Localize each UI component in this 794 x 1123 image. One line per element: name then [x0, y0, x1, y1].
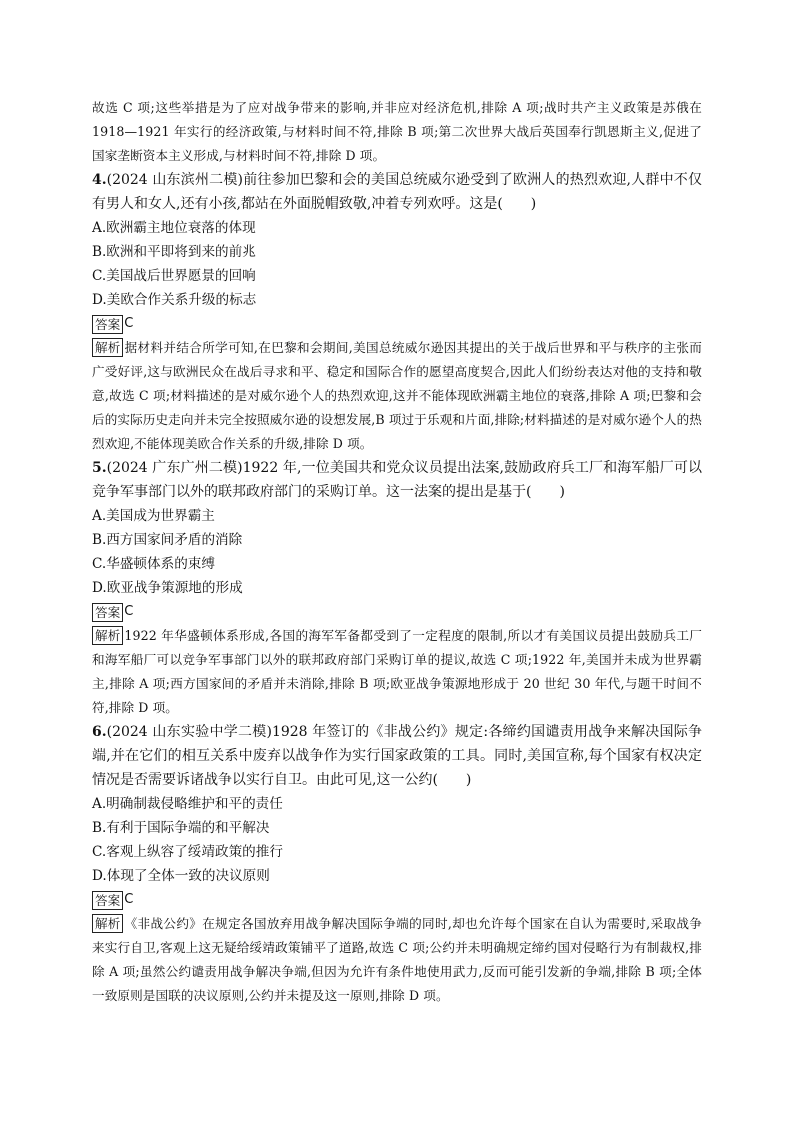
explanation-text: 1922 年华盛顿体系形成,各国的海军军备都受到了一定程度的限制,所以才有美国议员提出鼓励兵工厂和海军船厂可以竞争军事部门以外的联邦政府部门采购订单的提议,故选 C 项;1922 年,美国并未成为世界霸主,排除 A 项;西方国家间的矛盾并未消除,排除 B 项;欧亚战争策源地形成于 20 世纪 30 年代,与题干时间不符,排除 D 项。 [92, 628, 702, 715]
explanation [92, 624, 702, 720]
explanation-tag: 解析 [92, 338, 123, 357]
option-d: D.美欧合作关系升级的标志 [92, 292, 257, 308]
option-d: D.欧亚战争策源地的形成 [92, 580, 243, 596]
answer-value: C [124, 892, 134, 907]
explanation-text: 《非战公约》在规定各国放弃用战争解决国际争端的同时,却也允许每个国家在自认为需要时,采取战争来实行自卫,客观上这无疑给绥靖政策铺平了道路,故选 C 项;公约并未明确规定缔约国对侵略行为有制裁权,排除 A 项;虽然公约谴责用战争解决争端,但因为允许有条件地使用武力,反而可能引发新的争端,排除 B 项;全体一致原则是国联的决议原则,公约并未提及这一原则,排除 D 项。 [92, 916, 702, 1003]
explanation [92, 912, 702, 1008]
option-c: C.华盛顿体系的束缚 [92, 556, 215, 572]
option-d: D.体现了全体一致的决议原则 [92, 868, 270, 884]
question-number: 6. [92, 724, 107, 740]
answer-tag: 答案 [92, 315, 123, 334]
option-c: C.客观上纵容了绥靖政策的推行 [92, 844, 283, 860]
question-stem [92, 456, 702, 504]
answer-tag: 答案 [92, 603, 123, 622]
question-6 [92, 720, 702, 1008]
question-stem [92, 168, 702, 216]
intro-explanation: 故选 C 项;这些举措是为了应对战争带来的影响,并非应对经济危机,排除 A 项;战时共产主义政策是苏俄在 1918—1921 年实行的经济政策,与材料时间不符,排除 B 项;第二次世界大战后英国奉行凯恩斯主义,促进了国家垄断资本主义形成,与材料时间不符,排除 D 项。 [92, 100, 702, 163]
answer-line [92, 888, 702, 912]
option-b: B.西方国家间矛盾的消除 [92, 532, 243, 548]
question-5 [92, 456, 702, 720]
question-text: (2024 山东滨州二模)前往参加巴黎和会的美国总统威尔逊受到了欧洲人的热烈欢迎,人群中不仅有男人和女人,还有小孩,都站在外面脱帽致敬,冲着专列欢呼。这是( ) [92, 172, 702, 212]
option-b: B.有利于国际争端的和平解决 [92, 820, 270, 836]
question-text: (2024 山东实验中学二模)1928 年签订的《非战公约》规定:各缔约国谴责用战争来解决国际争端,并在它们的相互关系中废弃以战争作为实行国家政策的工具。同时,美国宣称,每个国家有权决定情况是否需要诉诸战争以实行自卫。由此可见,这一公约( ) [92, 724, 702, 788]
question-number: 4. [92, 172, 107, 188]
question-4 [92, 168, 702, 456]
option-a: A.欧洲霸主地位衰落的体现 [92, 220, 256, 236]
option-b: B.欧洲和平即将到来的前兆 [92, 244, 256, 260]
question-number: 5. [92, 460, 107, 476]
answer-value: C [124, 316, 134, 331]
explanation-tag: 解析 [92, 914, 123, 933]
question-text: (2024 广东广州二模)1922 年,一位美国共和党众议员提出法案,鼓励政府兵工厂和海军船厂可以竞争军事部门以外的联邦政府部门的采购订单。这一法案的提出是基于( ) [92, 460, 702, 500]
explanation-tag: 解析 [92, 626, 123, 645]
answer-line [92, 312, 702, 336]
option-a: A.美国成为世界霸主 [92, 508, 215, 524]
answer-tag: 答案 [92, 891, 123, 910]
answer-line [92, 600, 702, 624]
option-c: C.美国战后世界愿景的回响 [92, 268, 256, 284]
document-page [92, 96, 702, 1008]
explanation-text: 据材料并结合所学可知,在巴黎和会期间,美国总统威尔逊因其提出的关于战后世界和平与秩序的主张而广受好评,这与欧洲民众在战后寻求和平、稳定和国际合作的愿望高度契合,因此人们纷纷表达对他的支持和敬意,故选 C 项;材料描述的是对威尔逊个人的热烈欢迎,这并不能体现欧洲霸主地位的衰落,排除 A 项;巴黎和会后的实际历史走向并未完全按照威尔逊的设想发展,B 项过于乐观和片面,排除;材料描述的是对威尔逊个人的热烈欢迎,不能体现美欧合作关系的升级,排除 D 项。 [92, 340, 702, 451]
option-a: A.明确制裁侵略维护和平的责任 [92, 796, 283, 812]
question-stem [92, 720, 702, 792]
explanation [92, 336, 702, 456]
answer-value: C [124, 604, 134, 619]
